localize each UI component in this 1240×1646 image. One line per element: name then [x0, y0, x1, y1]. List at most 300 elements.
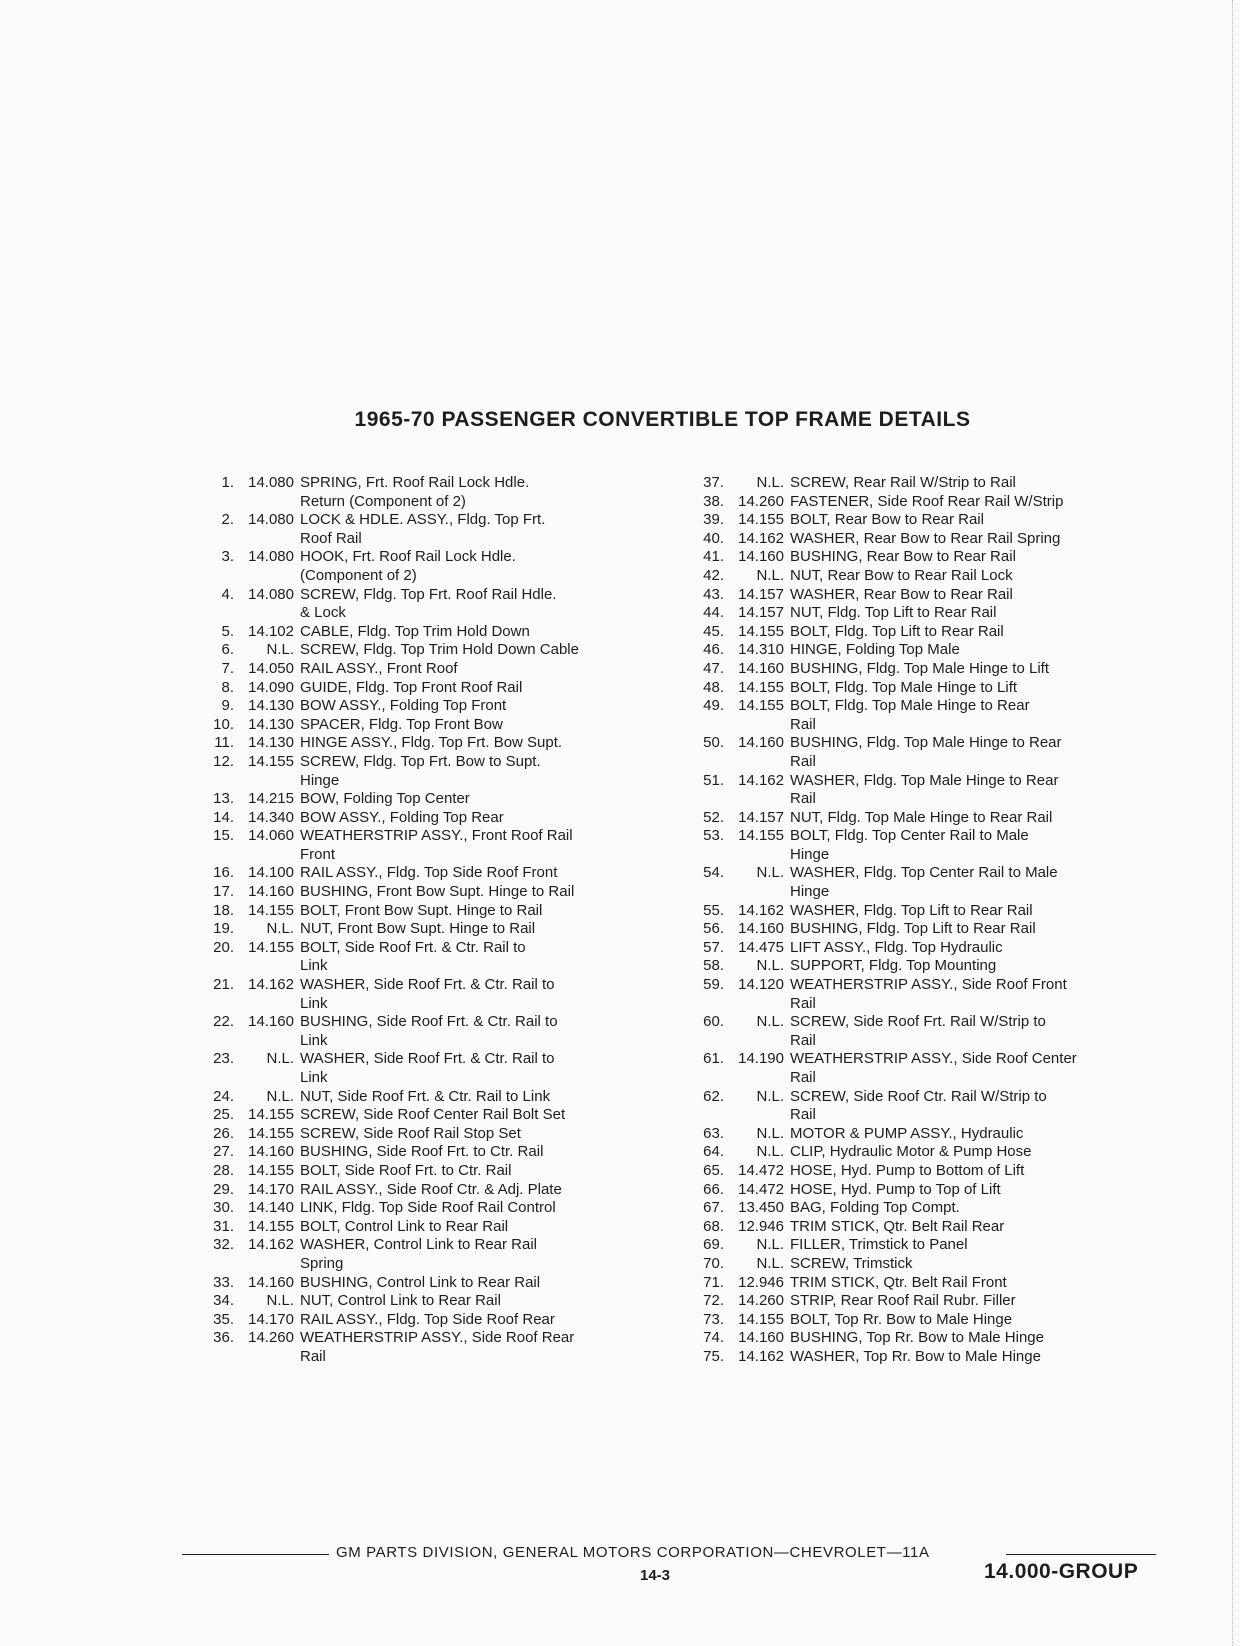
parts-list-item: [686, 809, 1156, 828]
parts-list-item: [192, 883, 642, 902]
part-group-code: 14.155: [248, 1106, 294, 1124]
parts-list-item: [192, 920, 642, 939]
part-description: BOW ASSY., Folding Top Front: [300, 697, 507, 715]
part-description: BOLT, Fldg. Top Center Rail to Male Hinge: [790, 827, 1029, 863]
parts-list-item: [192, 1050, 642, 1087]
part-description: CLIP, Hydraulic Motor & Pump Hose: [790, 1143, 1032, 1161]
item-number: 16.: [213, 864, 234, 882]
part-group-code: N.L.: [756, 1013, 784, 1031]
parts-list-item: [686, 1236, 1156, 1255]
part-group-code: N.L.: [756, 1254, 784, 1272]
item-number: 52.: [703, 808, 724, 826]
part-description: WASHER, Fldg. Top Lift to Rear Rail: [790, 901, 1033, 919]
part-group-code: 14.130: [248, 715, 294, 733]
part-group-code: 14.170: [248, 1310, 294, 1328]
parts-list-item: [686, 1311, 1156, 1330]
parts-list-item: [686, 1181, 1156, 1200]
parts-list-item: [192, 902, 642, 921]
part-description: FILLER, Trimstick to Panel: [790, 1236, 968, 1254]
item-number: 1.: [221, 474, 234, 491]
parts-list-item: [192, 1162, 642, 1181]
part-description: NUT, Fldg. Top Male Hinge to Rear Rail: [790, 808, 1053, 826]
part-group-code: 14.190: [738, 1050, 784, 1068]
part-description: HINGE ASSY., Fldg. Top Frt. Bow Supt.: [300, 734, 563, 752]
item-number: 58.: [703, 957, 724, 975]
part-group-code: 14.475: [738, 938, 784, 956]
parts-list-item: [686, 623, 1156, 642]
part-description: SUPPORT, Fldg. Top Mounting: [790, 957, 997, 975]
part-group-code: N.L.: [756, 1087, 784, 1105]
part-group-code: 14.102: [248, 622, 294, 640]
item-number: 19.: [213, 920, 234, 938]
part-description: BOLT, Front Bow Supt. Hinge to Rail: [300, 901, 543, 919]
item-number: 12.: [213, 752, 234, 770]
footer-rule-right: [1006, 1554, 1156, 1555]
item-number: 22.: [213, 1013, 234, 1031]
part-group-code: 14.120: [738, 976, 784, 994]
item-number: 10.: [213, 715, 234, 733]
part-description: RAIL ASSY., Side Roof Ctr. & Adj. Plate: [300, 1180, 562, 1198]
part-description: BOLT, Control Link to Rear Rail: [300, 1217, 509, 1235]
part-description: SCREW, Trimstick: [790, 1254, 913, 1272]
parts-list-item: [686, 1088, 1156, 1125]
item-number: 37.: [703, 474, 724, 491]
part-description: WASHER, Side Roof Frt. & Ctr. Rail to Link: [300, 976, 555, 1012]
parts-list-item: [192, 1274, 642, 1293]
parts-list-item: [192, 1088, 642, 1107]
part-group-code: 14.472: [738, 1180, 784, 1198]
item-number: 62.: [703, 1087, 724, 1105]
part-group-code: 14.155: [248, 938, 294, 956]
item-number: 73.: [703, 1310, 724, 1328]
parts-list-item: [686, 920, 1156, 939]
item-number: 26.: [213, 1124, 234, 1142]
part-group-code: 14.340: [248, 808, 294, 826]
part-group-code: 14.157: [738, 585, 784, 603]
item-number: 36.: [213, 1329, 234, 1347]
part-description: BUSHING, Front Bow Supt. Hinge to Rail: [300, 883, 575, 901]
page-edge-mark: [1232, 0, 1234, 1646]
part-group-code: 14.157: [738, 808, 784, 826]
part-group-code: 14.080: [248, 511, 294, 529]
part-group-code: 14.260: [738, 1292, 784, 1310]
part-description: SCREW, Side Roof Center Rail Bolt Set: [300, 1106, 566, 1124]
item-number: 39.: [703, 511, 724, 529]
part-description: SPRING, Frt. Roof Rail Lock Hdle. Return (Component of 2): [300, 474, 530, 510]
parts-list-right: [686, 474, 1156, 1367]
item-number: 51.: [703, 771, 724, 789]
part-description: SCREW, Side Roof Ctr. Rail W/Strip to Rail: [790, 1087, 1047, 1124]
item-number: 25.: [213, 1106, 234, 1124]
part-group-code: N.L.: [266, 920, 294, 938]
parts-list-item: [192, 1181, 642, 1200]
part-description: RAIL ASSY., Fldg. Top Side Roof Rear: [300, 1310, 555, 1328]
part-group-code: 14.160: [738, 659, 784, 677]
page-title: 1965-70 PASSENGER CONVERTIBLE TOP FRAME DETAILS: [354, 408, 971, 431]
part-group-code: 14.162: [248, 1236, 294, 1254]
part-group-code: 14.155: [738, 1310, 784, 1328]
item-number: 21.: [213, 976, 234, 994]
item-number: 17.: [213, 883, 234, 901]
parts-list-item: [686, 976, 1156, 1013]
parts-list-item: [192, 1199, 642, 1218]
item-number: 71.: [703, 1273, 724, 1291]
item-number: 20.: [213, 938, 234, 956]
part-group-code: N.L.: [756, 474, 784, 491]
parts-list-item: [686, 734, 1156, 771]
item-number: 38.: [703, 492, 724, 510]
part-description: SCREW, Fldg. Top Trim Hold Down Cable: [300, 641, 579, 659]
parts-list-item: [192, 790, 642, 809]
parts-list-item: [686, 530, 1156, 549]
part-group-code: 14.080: [248, 585, 294, 603]
item-number: 55.: [703, 901, 724, 919]
part-description: FASTENER, Side Roof Rear Rail W/Strip: [790, 492, 1064, 510]
item-number: 40.: [703, 529, 724, 547]
parts-list-item: [686, 604, 1156, 623]
part-group-code: 14.155: [248, 901, 294, 919]
item-number: 70.: [703, 1254, 724, 1272]
part-group-code: 14.310: [738, 641, 784, 659]
item-number: 4.: [221, 585, 234, 603]
item-number: 14.: [213, 808, 234, 826]
part-group-code: 14.130: [248, 734, 294, 752]
parts-list-item: [686, 1292, 1156, 1311]
parts-list-item: [192, 976, 642, 1013]
part-group-code: 14.160: [738, 548, 784, 566]
part-group-code: 14.162: [738, 1347, 784, 1365]
parts-list-item: [192, 1143, 642, 1162]
parts-list-item: [192, 827, 642, 864]
part-description: HINGE, Folding Top Male: [790, 641, 960, 659]
part-group-code: 14.162: [248, 976, 294, 994]
parts-list-item: [192, 1125, 642, 1144]
item-number: 15.: [213, 827, 234, 845]
part-group-code: 14.160: [738, 920, 784, 938]
parts-list-item: [192, 864, 642, 883]
part-description: BUSHING, Fldg. Top Lift to Rear Rail: [790, 920, 1036, 938]
part-description: WASHER, Rear Bow to Rear Rail: [790, 585, 1013, 603]
group-label: 14.000-GROUP: [984, 1560, 1139, 1583]
part-description: LIFT ASSY., Fldg. Top Hydraulic: [790, 938, 1003, 956]
item-number: 24.: [213, 1087, 234, 1105]
item-number: 47.: [703, 659, 724, 677]
part-group-code: 12.946: [738, 1217, 784, 1235]
parts-list-item: [192, 1218, 642, 1237]
part-group-code: 13.450: [738, 1199, 784, 1217]
part-description: RAIL ASSY., Fldg. Top Side Roof Front: [300, 864, 558, 882]
parts-list-item: [192, 753, 642, 790]
item-number: 75.: [703, 1347, 724, 1365]
parts-list-item: [686, 1125, 1156, 1144]
part-description: BOLT, Rear Bow to Rear Rail: [790, 511, 984, 529]
part-group-code: 14.155: [738, 622, 784, 640]
part-description: NUT, Control Link to Rear Rail: [300, 1292, 501, 1310]
item-number: 53.: [703, 827, 724, 845]
item-number: 57.: [703, 938, 724, 956]
part-group-code: N.L.: [756, 1143, 784, 1161]
item-number: 9.: [221, 697, 234, 715]
part-description: MOTOR & PUMP ASSY., Hydraulic: [790, 1124, 1024, 1142]
item-number: 66.: [703, 1180, 724, 1198]
part-description: WASHER, Top Rr. Bow to Male Hinge: [790, 1347, 1041, 1365]
parts-list-item: [686, 1274, 1156, 1293]
part-description: BUSHING, Side Roof Frt. & Ctr. Rail to Link: [300, 1013, 558, 1049]
part-description: TRIM STICK, Qtr. Belt Rail Rear: [790, 1217, 1005, 1235]
part-description: WASHER, Fldg. Top Center Rail to Male Hinge: [790, 864, 1058, 901]
part-description: WEATHERSTRIP ASSY., Front Roof Rail Front: [300, 827, 573, 863]
part-group-code: 14.155: [248, 752, 294, 770]
page-number: 14-3: [640, 1567, 671, 1584]
part-group-code: N.L.: [756, 566, 784, 584]
part-description: WEATHERSTRIP ASSY., Side Roof Front Rail: [790, 976, 1067, 1012]
part-description: BOLT, Top Rr. Bow to Male Hinge: [790, 1310, 1013, 1328]
part-description: RAIL ASSY., Front Roof: [300, 659, 458, 677]
part-description: SCREW, Fldg. Top Frt. Roof Rail Hdle. & Lock: [300, 585, 557, 622]
part-group-code: 14.160: [248, 1013, 294, 1031]
item-number: 32.: [213, 1236, 234, 1254]
part-description: NUT, Side Roof Frt. & Ctr. Rail to Link: [300, 1087, 551, 1105]
item-number: 6.: [221, 641, 234, 659]
item-number: 49.: [703, 697, 724, 715]
part-group-code: 14.157: [738, 604, 784, 622]
parts-list-item: [192, 1236, 642, 1273]
parts-list-item: [192, 1013, 642, 1050]
part-group-code: 14.155: [738, 697, 784, 715]
part-description: CABLE, Fldg. Top Trim Hold Down: [300, 622, 530, 640]
part-description: HOOK, Frt. Roof Rail Lock Hdle. (Component of 2): [300, 548, 516, 584]
part-description: HOSE, Hyd. Pump to Bottom of Lift: [790, 1161, 1025, 1179]
item-number: 27.: [213, 1143, 234, 1161]
item-number: 69.: [703, 1236, 724, 1254]
part-description: GUIDE, Fldg. Top Front Roof Rail: [300, 678, 523, 696]
parts-list-item: [686, 1329, 1156, 1348]
part-description: SCREW, Fldg. Top Frt. Bow to Supt. Hinge: [300, 752, 541, 789]
part-group-code: 14.162: [738, 771, 784, 789]
part-group-code: 14.100: [248, 864, 294, 882]
parts-list-item: [192, 679, 642, 698]
item-number: 60.: [703, 1013, 724, 1031]
parts-list-item: [686, 1348, 1156, 1367]
item-number: 65.: [703, 1161, 724, 1179]
part-description: SCREW, Side Roof Rail Stop Set: [300, 1124, 521, 1142]
item-number: 33.: [213, 1273, 234, 1291]
parts-list-item: [192, 939, 642, 976]
parts-list-item: [192, 1106, 642, 1125]
parts-list-item: [192, 511, 642, 548]
item-number: 8.: [221, 678, 234, 696]
item-number: 7.: [221, 659, 234, 677]
part-group-code: N.L.: [756, 864, 784, 882]
part-group-code: 14.080: [248, 474, 294, 491]
part-description: NUT, Front Bow Supt. Hinge to Rail: [300, 920, 536, 938]
part-group-code: 14.155: [248, 1217, 294, 1235]
part-group-code: 14.472: [738, 1161, 784, 1179]
part-group-code: 14.162: [738, 529, 784, 547]
parts-list-item: [192, 734, 642, 753]
item-number: 44.: [703, 604, 724, 622]
part-group-code: N.L.: [266, 1292, 294, 1310]
part-description: BAG, Folding Top Compt.: [790, 1199, 960, 1217]
part-group-code: 14.090: [248, 678, 294, 696]
part-group-code: 14.155: [738, 678, 784, 696]
parts-list-item: [192, 716, 642, 735]
part-group-code: 14.140: [248, 1199, 294, 1217]
item-number: 63.: [703, 1124, 724, 1142]
part-group-code: 14.162: [738, 901, 784, 919]
item-number: 2.: [221, 511, 234, 529]
item-number: 35.: [213, 1310, 234, 1328]
item-number: 56.: [703, 920, 724, 938]
part-description: BOLT, Side Roof Frt. to Ctr. Rail: [300, 1161, 512, 1179]
parts-list-item: [686, 1218, 1156, 1237]
item-number: 3.: [221, 548, 234, 566]
item-number: 48.: [703, 678, 724, 696]
parts-list-item: [192, 1292, 642, 1311]
part-description: TRIM STICK, Qtr. Belt Rail Front: [790, 1273, 1007, 1291]
part-group-code: 14.050: [248, 659, 294, 677]
part-group-code: 14.155: [248, 1161, 294, 1179]
part-group-code: 14.160: [248, 883, 294, 901]
part-group-code: 14.160: [248, 1143, 294, 1161]
part-description: LINK, Fldg. Top Side Roof Rail Control: [300, 1199, 556, 1217]
item-number: 61.: [703, 1050, 724, 1068]
parts-list-item: [686, 827, 1156, 864]
parts-list-item: [686, 697, 1156, 734]
part-group-code: N.L.: [756, 957, 784, 975]
item-number: 72.: [703, 1292, 724, 1310]
part-description: BUSHING, Fldg. Top Male Hinge to Rear Rail: [790, 734, 1062, 770]
item-number: 31.: [213, 1217, 234, 1235]
parts-list-item: [192, 474, 642, 511]
footer-division: GM PARTS DIVISION, GENERAL MOTORS CORPORATION—CHEVROLET—11A: [336, 1544, 930, 1561]
part-description: WASHER, Side Roof Frt. & Ctr. Rail to Link: [300, 1050, 555, 1086]
part-group-code: 14.215: [248, 790, 294, 808]
part-description: BOLT, Fldg. Top Male Hinge to Lift: [790, 678, 1018, 696]
item-number: 28.: [213, 1161, 234, 1179]
part-description: SPACER, Fldg. Top Front Bow: [300, 715, 503, 733]
part-description: WASHER, Control Link to Rear Rail Spring: [300, 1236, 538, 1272]
item-number: 42.: [703, 566, 724, 584]
parts-list-item: [192, 809, 642, 828]
footer-rule-left: [182, 1554, 329, 1555]
part-group-code: 14.170: [248, 1180, 294, 1198]
part-description: BOLT, Fldg. Top Lift to Rear Rail: [790, 622, 1004, 640]
parts-list-item: [192, 1311, 642, 1330]
parts-list-item: [192, 697, 642, 716]
part-description: LOCK & HDLE. ASSY., Fldg. Top Frt. Roof Rail: [300, 511, 546, 547]
parts-list-item: [686, 902, 1156, 921]
parts-list-item: [686, 567, 1156, 586]
part-description: BOW ASSY., Folding Top Rear: [300, 808, 504, 826]
part-description: SCREW, Rear Rail W/Strip to Rail: [790, 474, 1016, 491]
parts-list-item: [686, 1162, 1156, 1181]
parts-list-item: [192, 586, 642, 623]
parts-list-item: [686, 641, 1156, 660]
parts-list-item: [686, 493, 1156, 512]
parts-list-left: [192, 474, 642, 1367]
parts-list-item: [192, 548, 642, 585]
item-number: 59.: [703, 976, 724, 994]
part-group-code: 14.130: [248, 697, 294, 715]
part-description: WASHER, Rear Bow to Rear Rail Spring: [790, 529, 1061, 547]
parts-list-item: [192, 660, 642, 679]
part-group-code: 14.155: [248, 1124, 294, 1142]
item-number: 54.: [703, 864, 724, 882]
item-number: 23.: [213, 1050, 234, 1068]
parts-list-item: [686, 548, 1156, 567]
part-description: NUT, Rear Bow to Rear Rail Lock: [790, 566, 1013, 584]
part-description: BUSHING, Control Link to Rear Rail: [300, 1273, 541, 1291]
part-group-code: 14.260: [248, 1329, 294, 1347]
part-group-code: N.L.: [266, 1087, 294, 1105]
part-description: BUSHING, Top Rr. Bow to Male Hinge: [790, 1329, 1044, 1347]
item-number: 30.: [213, 1199, 234, 1217]
item-number: 29.: [213, 1180, 234, 1198]
parts-list-item: [686, 511, 1156, 530]
item-number: 13.: [213, 790, 234, 808]
part-description: WEATHERSTRIP ASSY., Side Roof Center Rail: [790, 1050, 1077, 1086]
item-number: 68.: [703, 1217, 724, 1235]
parts-list-item: [686, 772, 1156, 809]
part-description: BOLT, Side Roof Frt. & Ctr. Rail to Link: [300, 938, 526, 975]
parts-list-item: [192, 623, 642, 642]
part-group-code: 14.160: [248, 1273, 294, 1291]
parts-list-item: [686, 1013, 1156, 1050]
part-group-code: N.L.: [266, 1050, 294, 1068]
item-number: 34.: [213, 1292, 234, 1310]
parts-list-item: [686, 474, 1156, 493]
part-group-code: 14.260: [738, 492, 784, 510]
part-description: NUT, Fldg. Top Lift to Rear Rail: [790, 604, 997, 622]
part-description: BUSHING, Side Roof Frt. to Ctr. Rail: [300, 1143, 544, 1161]
part-group-code: 14.080: [248, 548, 294, 566]
part-group-code: 14.060: [248, 827, 294, 845]
part-group-code: 14.160: [738, 734, 784, 752]
parts-list-item: [192, 1329, 642, 1366]
part-group-code: 14.155: [738, 827, 784, 845]
item-number: 50.: [703, 734, 724, 752]
item-number: 64.: [703, 1143, 724, 1161]
item-number: 67.: [703, 1199, 724, 1217]
item-number: 43.: [703, 585, 724, 603]
part-description: STRIP, Rear Roof Rail Rubr. Filler: [790, 1292, 1016, 1310]
parts-list-item: [686, 1255, 1156, 1274]
parts-list-item: [686, 586, 1156, 605]
parts-list-item: [686, 1199, 1156, 1218]
part-description: WEATHERSTRIP ASSY., Side Roof Rear Rail: [300, 1329, 575, 1365]
parts-list-item: [686, 1050, 1156, 1087]
part-description: BOLT, Fldg. Top Male Hinge to Rear Rail: [790, 697, 1030, 733]
part-description: BUSHING, Fldg. Top Male Hinge to Lift: [790, 659, 1049, 677]
item-number: 45.: [703, 622, 724, 640]
part-group-code: 14.160: [738, 1329, 784, 1347]
parts-list-item: [686, 660, 1156, 679]
part-group-code: N.L.: [756, 1236, 784, 1254]
item-number: 11.: [214, 734, 234, 752]
item-number: 74.: [703, 1329, 724, 1347]
part-description: BUSHING, Rear Bow to Rear Rail: [790, 548, 1016, 566]
item-number: 5.: [221, 622, 234, 640]
part-description: HOSE, Hyd. Pump to Top of Lift: [790, 1180, 1001, 1198]
item-number: 46.: [703, 641, 724, 659]
part-group-code: 14.155: [738, 511, 784, 529]
parts-list-item: [686, 957, 1156, 976]
part-group-code: N.L.: [756, 1124, 784, 1142]
parts-list-item: [192, 641, 642, 660]
item-number: 18.: [213, 901, 234, 919]
parts-list-item: [686, 939, 1156, 958]
